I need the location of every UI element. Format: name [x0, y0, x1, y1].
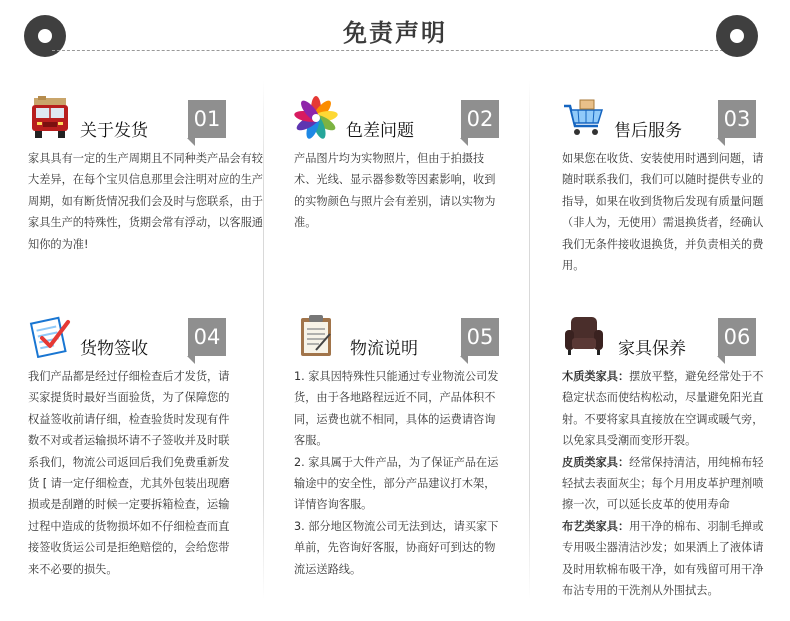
care-label: 皮质类家具：	[562, 455, 630, 469]
paragraph: 如果您在收货、安装使用时遇到问题，请随时联系我们，我们可以随时提供专业的指导，如果在收到货物后发现有质量问题（非人为，无使用）需退换货者，经确认我们无条件接收退换货，并负责相关的费用。	[562, 152, 764, 273]
paragraph: 3. 部分地区物流公司无法到达，请买家下单前，先咨询好客服，协商好可到达的物流运送路线。	[294, 519, 499, 576]
section-goods-receipt	[28, 314, 270, 594]
care-item	[562, 366, 772, 452]
care-item	[562, 452, 772, 516]
paragraph: 产品图片均为实物照片，但由于拍摄技术、光线、显示器参数等因素影响，收到的实物颜色与照片会有差别，请以实物为准。	[294, 152, 496, 230]
paragraph: 2. 家具属于大件产品，为了保证产品在运输途中的安全性，部分产品建议打木架，详情咨询客服。	[294, 455, 499, 512]
care-item	[562, 516, 772, 602]
care-text: 用干净的棉布、羽制毛掸或专用吸尘器清洁沙发；如果洒上了液体请及时用软棉布吸干净，如有残留可用干净布沾专用的干洗剂从外围拭去。	[562, 519, 764, 598]
section-after-sales	[562, 96, 790, 286]
section-color-difference	[294, 96, 536, 286]
paragraph: 1. 家具因特殊性只能通过专业物流公司发货，由于各地路程远近不同，产品体积不同，运费也就不相同，具体的运费请咨询客服。	[294, 370, 499, 448]
care-label: 布艺类家具：	[562, 519, 630, 533]
section-text	[294, 148, 502, 234]
armchair-icon	[562, 314, 606, 358]
section-number-badge: 04	[188, 318, 226, 356]
title-dashed-divider	[52, 50, 738, 51]
section-text	[28, 366, 236, 580]
section-text	[562, 148, 772, 276]
section-number-badge: 05	[461, 318, 499, 356]
section-number-badge: 06	[718, 318, 756, 356]
right-circle-ornament	[716, 15, 758, 57]
section-shipping	[28, 96, 270, 286]
checkmark-document-icon	[28, 314, 72, 358]
section-number-badge: 02	[461, 100, 499, 138]
section-number-badge: 03	[718, 100, 756, 138]
section-title: 货物签收	[80, 339, 148, 359]
section-title: 物流说明	[350, 339, 418, 359]
section-title: 色差问题	[346, 121, 414, 141]
section-furniture-care	[562, 314, 790, 604]
shopping-cart-icon	[562, 96, 606, 140]
section-text	[28, 148, 270, 255]
section-title: 售后服务	[614, 121, 682, 141]
care-text: 经常保持清洁，用纯棉布轻轻拭去表面灰尘；每个月用皮革护理剂喷擦一次，可以延长皮革的使用寿命	[562, 455, 764, 512]
page-title: 免责声明	[343, 19, 447, 47]
care-text: 摆放平整，避免经常处于不稳定状态而使结构松动，尽量避免阳光直射。不要将家具直接放在空调或暖气旁，以免家具受潮而变形开裂。	[562, 370, 764, 448]
section-title: 关于发货	[80, 121, 148, 141]
section-text	[562, 366, 772, 601]
truck-icon	[28, 96, 72, 140]
section-number-badge: 01	[188, 100, 226, 138]
color-palette-icon	[294, 96, 338, 140]
clipboard-icon	[294, 314, 338, 358]
paragraph: 家具具有一定的生产周期且不同种类产品会有较大差异，在每个宝贝信息那里会注明对应的生产周期，如有断货情况我们会及时与您联系，由于家具生产的特殊性，货期会常有浮动，以客服通知你的为准!	[28, 152, 263, 251]
header	[0, 0, 790, 75]
care-label: 木质类家具：	[562, 370, 630, 383]
section-title: 家具保养	[618, 339, 686, 359]
paragraph: 我们产品都是经过仔细检查后才发货，请买家提货时最好当面验货，为了保障您的权益签收前请仔细，检查验货时发现有件数不对或者运输损坏请不子签收并及时联系我们，物流公司返回后我们免费重新发货 [ 请一定仔细检查，尤其外包装出现磨损或是刮蹭的时候一定要拆箱检查，运输过程中造成的货物损坏如不仔细检查而直接签收货运公司是拒绝赔偿的，会给您带来不必要的损失。	[28, 370, 230, 576]
section-text	[294, 366, 504, 580]
section-logistics	[294, 314, 536, 594]
